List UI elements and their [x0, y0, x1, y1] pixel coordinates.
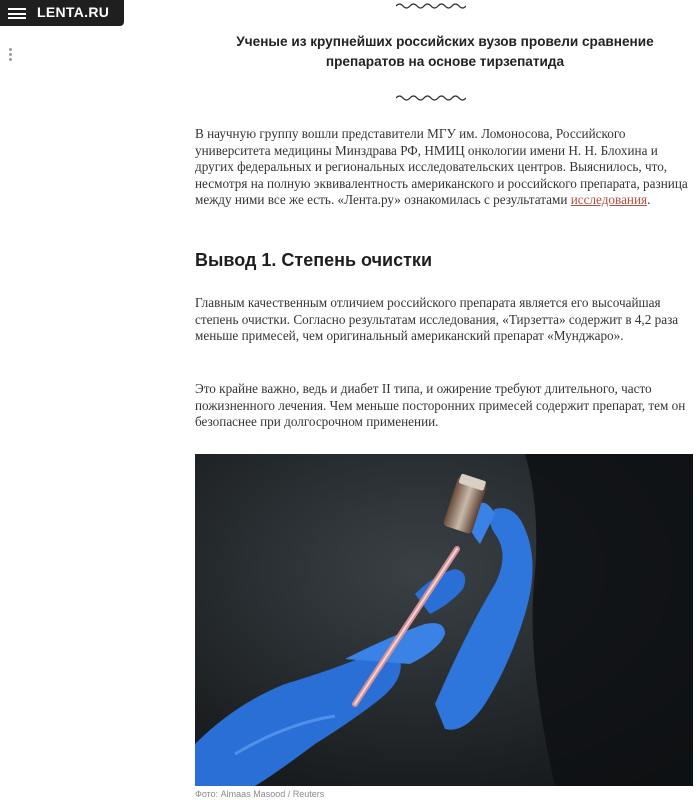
article-photo	[195, 454, 693, 786]
photo-caption: Фото: Almaas Masood / Reuters	[195, 789, 325, 799]
site-logo[interactable]: LENTA.RU	[37, 4, 110, 20]
study-link[interactable]: исследования	[570, 192, 648, 208]
paragraph-purity: Главным качественным отличием российского препарата является его высочайшая степень очистки. Согласно результатам исследования, «Тирзетта» содержит в 4,2 раза меньше примесей, чем оригинальный американский препарат «Мунджаро».	[195, 295, 679, 344]
article-subheading: Ученые из крупнейших российских вузов провели сравнение препаратов на основе тирзепатида	[236, 34, 654, 69]
section-title: Вывод 1. Степень очистки	[195, 250, 433, 270]
kebab-icon[interactable]	[9, 48, 13, 62]
intro-paragraph	[195, 126, 693, 209]
topbar	[0, 0, 124, 26]
intro-text: В научную группу вошли представители МГУ им. Ломоносова, Российского университета медицины Минздрава РФ, НМИЦ онкологии имени Н. Н. Блохина и других федеральных и региональных исследовательских центров. Выяснилось, что, несмотря на полную эквивалентность американского и российского препарата, разница между ними все же есть. «Лента.ру» ознакомилась с результатами	[195, 126, 688, 208]
divider-squiggle-top	[396, 2, 466, 10]
hamburger-icon[interactable]	[8, 8, 26, 19]
divider-squiggle-bottom	[396, 94, 466, 102]
paragraph-safety: Это крайне важно, ведь и диабет II типа, и ожирение требуют длительного, часто пожизненного лечения. Чем меньше посторонних примесей содержит препарат, тем он безопаснее при долгосрочном применении.	[195, 381, 686, 430]
intro-tail: .	[647, 192, 651, 208]
